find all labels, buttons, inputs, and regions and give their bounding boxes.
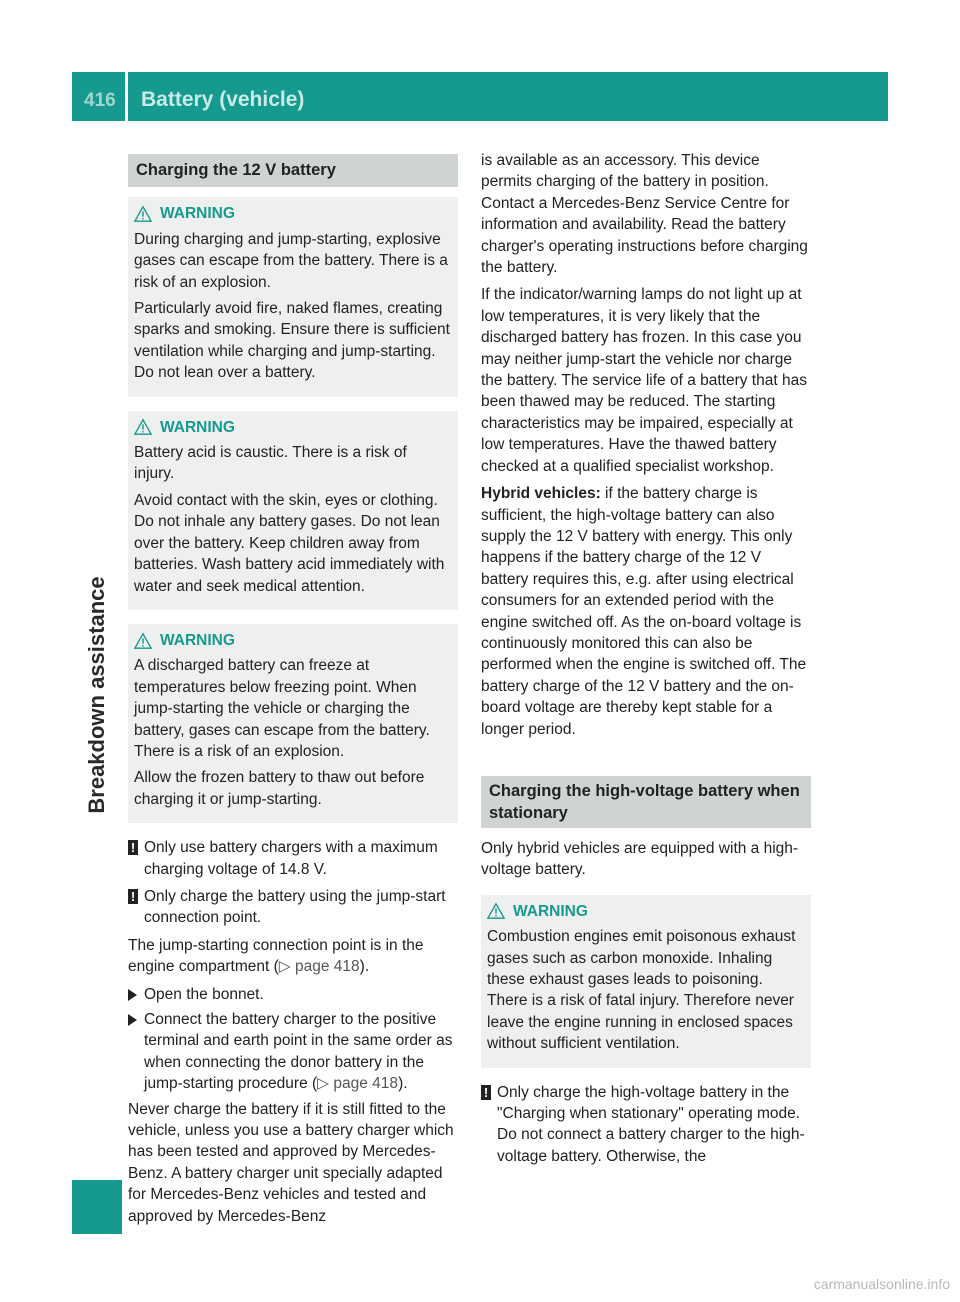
side-tab-marker (72, 1180, 122, 1234)
note-item (481, 1082, 811, 1168)
warning-label: WARNING (160, 418, 235, 436)
warning-text: During charging and jump-starting, explosive gases can escape from the battery. There is a risk of an explosion. (134, 230, 448, 291)
warning-text: Battery acid is caustic. There is a risk of injury. (134, 444, 407, 483)
paragraph (128, 935, 458, 978)
warning-header (487, 901, 803, 922)
warning-triangle-icon (487, 902, 505, 920)
section-title: Charging the 12 V battery (128, 154, 458, 187)
step-item (128, 984, 458, 1005)
page-reference-link[interactable]: ▷ page 418 (317, 1075, 399, 1093)
paragraph (481, 483, 811, 740)
note-text: Only charge the high-voltage battery in the "Charging when stationary" operating mode. Do not connect a battery charger to the high-voltage battery. Otherwise, the (497, 1083, 805, 1165)
warning-header (134, 630, 450, 651)
page-title: Battery (vehicle) (141, 88, 305, 111)
right-column (481, 150, 811, 1173)
warning-box (481, 895, 811, 1068)
warning-text: Avoid contact with the skin, eyes or clothing. Do not inhale any battery gases. Do not lean over the battery. Keep children away from batteries. Wash battery acid immediately with water and seek medical attention. (134, 491, 445, 595)
page-reference-link[interactable]: ▷ page 418 (278, 958, 360, 976)
step-text: Connect the battery charger to the positive terminal and earth point in the same order as when connecting the donor battery in the jump-starting procedure ( (144, 1011, 453, 1093)
arrow-step-icon (128, 1014, 137, 1026)
paragraph-text: ). (359, 958, 370, 976)
section-title: Charging the high-voltage battery when stationary (481, 776, 811, 828)
warning-label: WARNING (160, 631, 235, 649)
paragraph: is available as an accessory. This device permits charging of the battery in position. Contact a Mercedes-Benz Service Centre for information and availability. Read the battery charger's operating instructions before charging the battery. (481, 152, 808, 277)
hybrid-label: Hybrid vehicles: (481, 485, 601, 503)
warning-triangle-icon (134, 205, 152, 223)
watermark: carmanualsonline.info (813, 1276, 950, 1292)
warning-header (134, 417, 450, 438)
note-item (128, 886, 458, 929)
warning-header (134, 203, 450, 224)
warning-box (128, 624, 458, 823)
note-item (128, 837, 458, 880)
note-text: Only use battery chargers with a maximum charging voltage of 14.8 V. (144, 839, 438, 878)
paragraph-text: The jump-starting connection point is in the engine compartment ( (128, 936, 424, 976)
warning-label: WARNING (513, 902, 588, 920)
paragraph: Only hybrid vehicles are equipped with a high-voltage battery. (481, 839, 799, 879)
paragraph: If the indicator/warning lamps do not light up at low temperatures, it is very likely that the discharged battery has frozen. In this case you may neither jump-start the vehicle nor charge the battery. The service life of a battery that has been thawed may be reduced. The starting characteristics may be impaired, especially at low temperatures. Have the thawed battery checked at a qualified specialist workshop. (481, 286, 807, 475)
step-item (128, 1009, 458, 1095)
warning-triangle-icon (134, 632, 152, 650)
warning-box (128, 411, 458, 610)
header-divider (125, 72, 128, 121)
left-column (128, 150, 458, 1233)
exclamation-icon: ! (481, 1085, 491, 1100)
step-text: ). (398, 1075, 408, 1093)
warning-text: Combustion engines emit poisonous exhaust gases such as carbon monoxide. Inhaling these exhaust gases leads to poisoning. There is a risk of fatal injury. Therefore never leave the engine running in enclosed spaces without sufficient ventilation. (487, 928, 796, 1053)
warning-text: Particularly avoid fire, naked flames, creating sparks and smoking. Ensure there is sufficient ventilation while charging and jump-starting. Do not lean over a battery. (134, 300, 450, 382)
warning-box (128, 197, 458, 396)
exclamation-icon: ! (128, 889, 138, 904)
note-text: Only charge the battery using the jump-start connection point. (144, 887, 446, 927)
warning-label: WARNING (160, 205, 235, 223)
paragraph: Never charge the battery if it is still fitted to the vehicle, unless you use a battery charger which has been tested and approved by Mercedes-Benz. A battery charger unit specially adapted for Mercedes-Benz vehicles and tested and approved by Mercedes-Benz (128, 1100, 454, 1225)
warning-text: A discharged battery can freeze at temperatures below freezing point. When jump-starting the vehicle or charging the battery, gases can escape from the battery. There is a risk of an explosion. (134, 657, 430, 760)
side-tab-label: Breakdown assistance (84, 576, 109, 814)
warning-text: Allow the frozen battery to thaw out before charging it or jump-starting. (134, 769, 425, 808)
arrow-step-icon (128, 989, 137, 1001)
step-text: Open the bonnet. (144, 985, 264, 1003)
warning-triangle-icon (134, 418, 152, 436)
exclamation-icon: ! (128, 840, 138, 855)
page-number: 416 (84, 90, 116, 111)
paragraph-text: if the battery charge is sufficient, the high-voltage battery can also supply the 12 V battery with energy. This only happens if the battery charge of the 12 V battery requires this, e.g. after using electrical consumers for an extended period with the engine switched off. As the on-board voltage is continuously monitored this can also be performed when the engine is switched off. The battery charge of the 12 V battery and the on-board voltage are thereby kept stable for a longer period. (481, 485, 807, 738)
